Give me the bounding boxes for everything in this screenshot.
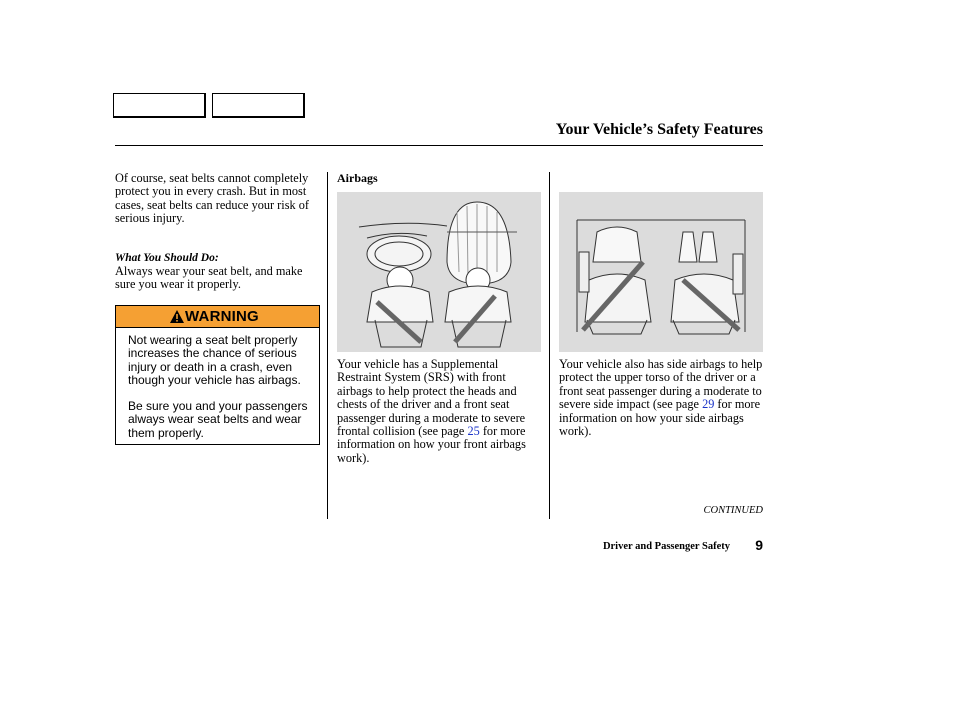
airbags-heading: Airbags bbox=[337, 171, 378, 185]
column-divider-1 bbox=[327, 172, 328, 519]
page-29-link[interactable]: 29 bbox=[702, 397, 715, 412]
front-airbags-text-end: for more information on how your front airbags work). bbox=[337, 424, 526, 465]
front-airbags-paragraph bbox=[337, 358, 543, 465]
column-divider-2 bbox=[549, 172, 550, 519]
intro-paragraph: Of course, seat belts cannot completely protect you in every crash. But in most cases, seat belts can reduce your risk of serious injury. bbox=[115, 171, 309, 226]
warning-label: WARNING bbox=[185, 308, 259, 325]
page-number: 9 bbox=[755, 537, 763, 553]
side-airbags-text-end: for more information on how your side airbags work). bbox=[559, 397, 761, 439]
warning-box bbox=[115, 305, 320, 445]
subheading-what-you-should-do: What You Should Do: bbox=[115, 252, 219, 264]
warning-paragraph-2: Be sure you and your passengers always wear seat belts and wear them properly. bbox=[128, 399, 308, 440]
header-tab-2 bbox=[212, 93, 305, 118]
side-airbags-text: Your vehicle also has side airbags to help protect the upper torso of the driver or a front seat passenger during a moderate to severe side impact (see page bbox=[559, 357, 763, 412]
advice-paragraph: Always wear your seat belt, and make sure you wear it properly. bbox=[115, 264, 303, 292]
footer-section-title: Driver and Passenger Safety bbox=[602, 541, 730, 552]
header-rule bbox=[115, 145, 763, 146]
side-airbags-illustration bbox=[559, 192, 763, 352]
side-airbags-paragraph bbox=[559, 358, 765, 438]
page-title: Your Vehicle’s Safety Features bbox=[555, 121, 763, 138]
warning-header bbox=[116, 306, 319, 328]
front-airbags-illustration bbox=[337, 192, 541, 352]
warning-triangle-icon bbox=[170, 310, 184, 323]
front-airbags-text: Your vehicle has a Supplemental Restraint System (SRS) with front airbags to help protect the heads and chests of the driver and a front seat passenger during a moderate to severe frontal collision (see page bbox=[337, 357, 526, 439]
page-25-link[interactable]: 25 bbox=[467, 424, 480, 439]
continued-label: CONTINUED bbox=[703, 505, 763, 516]
warning-paragraph-1: Not wearing a seat belt properly increases the chance of serious injury or death in a crash, even though your vehicle has airbags. bbox=[128, 333, 301, 387]
warning-body bbox=[128, 334, 320, 453]
header-tab-1 bbox=[113, 93, 206, 118]
